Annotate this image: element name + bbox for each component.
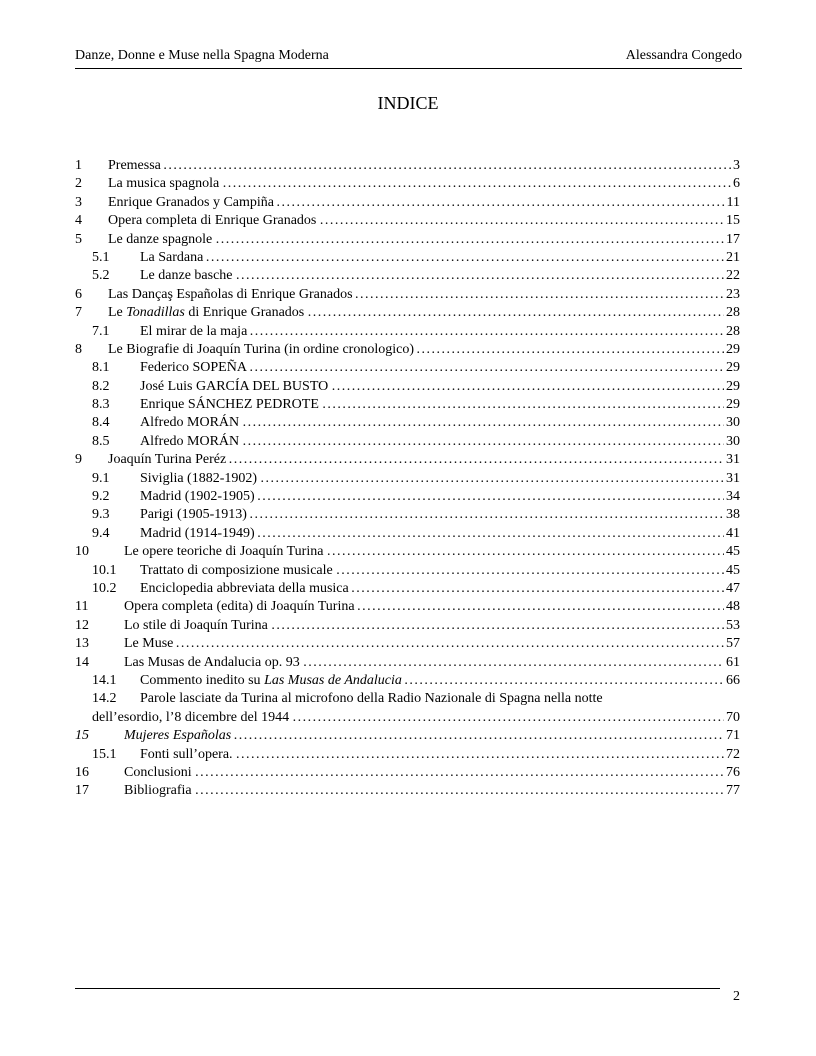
toc-entry-page: 45: [724, 562, 740, 580]
toc-entry-page: 17: [724, 231, 740, 249]
toc-entry-label-text: Las Dançaş Españolas di Enrique Granados: [108, 286, 353, 302]
toc-entry-page: 57: [724, 635, 740, 653]
toc-entry-number: 5: [75, 231, 82, 247]
toc-entry-number: 11: [75, 599, 89, 615]
footer-rule: [75, 988, 720, 989]
toc-entry-label-text: Alfredo MORÁN: [140, 433, 243, 449]
toc-entry-label-text: La musica spagnola: [108, 176, 223, 192]
toc-entry[interactable]: [75, 543, 740, 561]
toc-entry-label: [108, 175, 740, 193]
toc-entry-page: 47: [724, 580, 740, 598]
toc-entry-number: 9.2: [92, 489, 110, 505]
toc-entry-page: 61: [724, 654, 740, 672]
toc-entry-label-text: Le Biografie di Joaquín Turina (in ordine cronologico): [108, 341, 414, 357]
toc-entry-number: 8.1: [92, 360, 110, 376]
toc-entry[interactable]: [75, 286, 740, 304]
toc-entry-label-text: Le opere teoriche di Joaquín Turina: [124, 544, 327, 560]
toc-entry[interactable]: [75, 304, 740, 322]
toc-entry[interactable]: [75, 562, 740, 580]
toc-entry-label: [108, 304, 740, 322]
toc-entry-label-text: dell’esordio, l’8 dicembre del 1944: [92, 709, 293, 725]
toc-entry-label: [108, 157, 740, 175]
toc-entry-label-italic: Las Musas de Andalucia: [264, 672, 402, 688]
toc-entry[interactable]: [75, 470, 740, 488]
toc-entry-page: 29: [724, 341, 740, 359]
toc-entry[interactable]: [75, 323, 740, 341]
toc-entry-label: [124, 635, 740, 653]
toc-entry-label: [140, 488, 740, 506]
toc-entry-label: [124, 727, 740, 745]
toc-entry-label-text: Enrique SÁNCHEZ PEDROTE: [140, 397, 323, 413]
toc-entry[interactable]: [75, 506, 740, 524]
toc-entry[interactable]: [75, 746, 740, 764]
toc-entry-number: 15.1: [92, 746, 117, 762]
toc-entry-number: 9.1: [92, 470, 110, 486]
running-header: [75, 48, 742, 69]
toc-entry[interactable]: [75, 267, 740, 285]
toc-entry-page: 30: [724, 414, 740, 432]
toc-entry-number: 17: [75, 783, 89, 799]
toc-entry-number: 10.2: [92, 580, 117, 596]
toc-entry-number: 14.2: [92, 691, 117, 707]
toc-entry-label: [108, 451, 740, 469]
toc-entry-label: [140, 506, 740, 524]
toc-entry-label: [140, 323, 740, 341]
toc-entry-label: [108, 194, 740, 212]
toc-entry-number: 8: [75, 341, 82, 357]
toc-entry-label-text: Opera completa (edita) di Joaquín Turina: [124, 599, 355, 615]
toc-entry-label: [140, 267, 740, 285]
toc-entry-label: [140, 690, 740, 708]
toc-entry-label-text: [92, 709, 740, 727]
toc-entry-page: 48: [724, 598, 740, 616]
toc-entry-page: 70: [724, 709, 740, 727]
toc-entry-page: 29: [724, 359, 740, 377]
table-of-contents: [75, 157, 740, 801]
toc-entry-page: 28: [724, 323, 740, 341]
toc-entry-number: 15: [75, 728, 89, 744]
toc-entry-label: [108, 286, 740, 304]
toc-entry-label-text: di Enrique Granados: [184, 305, 308, 321]
toc-entry-page: 34: [724, 488, 740, 506]
toc-entry-continuation[interactable]: [75, 709, 740, 727]
toc-entry[interactable]: [75, 433, 740, 451]
toc-entry-page: 53: [724, 617, 740, 635]
toc-entry-label-text: Bibliografia: [124, 783, 196, 799]
toc-entry-label-text: Premessa: [108, 158, 161, 173]
toc-entry-number: 16: [75, 764, 89, 780]
toc-entry-label: [108, 341, 740, 359]
toc-entry[interactable]: [75, 341, 740, 359]
toc-entry[interactable]: [75, 690, 740, 708]
toc-entry[interactable]: [75, 654, 740, 672]
toc-entry-page: 71: [724, 727, 740, 745]
toc-entry[interactable]: [75, 782, 740, 800]
toc-entry-page: 41: [724, 525, 740, 543]
toc-entry-page: 72: [724, 746, 740, 764]
toc-entry-label: [140, 746, 740, 764]
toc-entry-label: [124, 654, 740, 672]
toc-entry-page: 45: [724, 543, 740, 561]
toc-entry-label: [140, 562, 740, 580]
toc-entry[interactable]: [75, 525, 740, 543]
toc-entry-number: 9: [75, 452, 82, 468]
toc-entry-label: [140, 470, 740, 488]
toc-entry-number: 9.4: [92, 525, 110, 541]
toc-entry[interactable]: [75, 727, 740, 745]
toc-entry-page: 23: [724, 286, 740, 304]
toc-entry[interactable]: [75, 764, 740, 782]
toc-entry-number: 1: [75, 158, 82, 173]
toc-entry-label-text: El mirar de la maja: [140, 323, 248, 339]
toc-entry-page: 29: [724, 378, 740, 396]
toc-entry-label: [108, 212, 740, 230]
toc-entry[interactable]: [75, 451, 740, 469]
toc-entry-label-text: Commento inedito su: [140, 672, 265, 688]
toc-entry-label: [124, 764, 740, 782]
header-title: Danze, Donne e Muse nella Spagna Moderna: [75, 48, 329, 63]
toc-entry[interactable]: [75, 378, 740, 396]
toc-entry-number: 3: [75, 194, 82, 210]
toc-entry-label: [140, 580, 740, 598]
toc-entry-label: [140, 414, 740, 432]
toc-entry-label-text: Trattato di composizione musicale: [140, 562, 337, 578]
toc-entry-label: [140, 396, 740, 414]
toc-entry-label-text: Le danze spagnole: [108, 231, 216, 247]
toc-entry-number: 4: [75, 213, 82, 229]
toc-entry-label-text: Federico SOPEÑA: [140, 360, 247, 376]
toc-entry[interactable]: [75, 212, 740, 230]
toc-entry-number: 2: [75, 176, 82, 192]
toc-entry-number: 8.5: [92, 433, 110, 449]
toc-entry-label: [108, 231, 740, 249]
toc-entry-label-text: Enciclopedia abbreviata della musica: [140, 580, 349, 596]
toc-entry-label-text: Fonti sull’opera.: [140, 746, 237, 762]
toc-entry-page: 11: [725, 194, 740, 212]
toc-entry[interactable]: [75, 249, 740, 267]
toc-entry-page: 3: [731, 157, 740, 175]
toc-entry-label-italic: Tonadillas: [126, 305, 185, 321]
toc-entry-label: [124, 617, 740, 635]
toc-entry-label-text: Parole lasciate da Turina al microfono della Radio Nazionale di Spagna nella notte: [140, 691, 603, 707]
page-number: 2: [733, 989, 740, 1004]
toc-entry[interactable]: [75, 396, 740, 414]
toc-entry-label: [124, 598, 740, 616]
toc-entry-number: 6: [75, 286, 82, 302]
toc-entry-number: 8.2: [92, 378, 110, 394]
toc-entry-label-italic: Mujeres Españolas: [124, 728, 232, 744]
toc-entry[interactable]: [75, 598, 740, 616]
toc-entry[interactable]: [75, 359, 740, 377]
toc-entry[interactable]: [75, 194, 740, 212]
toc-entry-label-text: Le: [108, 305, 127, 321]
toc-entry-label: [124, 782, 740, 800]
toc-entry-label: [140, 433, 740, 451]
toc-entry-page: 38: [724, 506, 740, 524]
toc-entry-page: 76: [724, 764, 740, 782]
toc-entry-label-text: Siviglia (1882-1902): [140, 470, 261, 486]
page-title: INDICE: [377, 93, 439, 113]
toc-entry-label-text: Le danze basche: [140, 268, 236, 284]
header-author: Alessandra Congedo: [625, 48, 742, 63]
toc-entry-label-text: Parigi (1905-1913): [140, 507, 247, 523]
toc-entry-label-text: Madrid (1902-1905): [140, 489, 255, 505]
toc-entry-page: 21: [724, 249, 740, 267]
toc-entry-label-text: Lo stile di Joaquín Turina: [124, 617, 272, 633]
toc-entry-label: [124, 543, 740, 561]
toc-entry-label-text: La Sardana: [140, 249, 204, 265]
toc-entry-label-text: Alfredo MORÁN: [140, 415, 243, 431]
toc-entry-label-text: Las Musas de Andalucia op. 93: [124, 654, 304, 670]
toc-entry-number: 13: [75, 636, 89, 652]
toc-entry-page: 28: [724, 304, 740, 322]
toc-entry-number: 5.1: [92, 249, 110, 265]
toc-entry-number: 5.2: [92, 268, 110, 284]
toc-entry[interactable]: [75, 175, 740, 193]
toc-entry[interactable]: [75, 672, 740, 690]
toc-entry-page: 6: [731, 175, 740, 193]
toc-entry-number: 9.3: [92, 507, 110, 523]
toc-entry-number: 10: [75, 544, 89, 560]
toc-entry-label: [140, 359, 740, 377]
toc-entry-number: 14.1: [92, 672, 117, 688]
toc-entry-label-text: Le Muse: [124, 636, 174, 652]
toc-entry-number: 14: [75, 654, 89, 670]
toc-entry-number: 7.1: [92, 323, 110, 339]
toc-entry[interactable]: [75, 488, 740, 506]
toc-entry-page: 29: [724, 396, 740, 414]
toc-entry-label-text: Joaquín Turina Peréz: [108, 452, 227, 468]
toc-entry[interactable]: [75, 635, 740, 653]
toc-entry-label-text: José Luis GARCÍA DEL BUSTO: [140, 378, 332, 394]
toc-entry-label-text: Opera completa di Enrique Granados: [108, 213, 320, 229]
toc-entry-number: 8.4: [92, 415, 110, 431]
toc-entry[interactable]: [75, 617, 740, 635]
toc-entry-label: [140, 249, 740, 267]
toc-entry-number: 10.1: [92, 562, 117, 578]
toc-entry-label-text: Conclusioni: [124, 764, 196, 780]
toc-entry[interactable]: [75, 580, 740, 598]
toc-entry[interactable]: [75, 414, 740, 432]
toc-entry[interactable]: [75, 157, 740, 175]
toc-entry-page: 22: [724, 267, 740, 285]
toc-entry-number: 7: [75, 305, 82, 321]
toc-entry-label: [140, 378, 740, 396]
toc-entry-page: 31: [724, 451, 740, 469]
toc-entry-page: 31: [724, 470, 740, 488]
toc-entry-label-text: Madrid (1914-1949): [140, 525, 255, 541]
toc-entry-page: 77: [724, 782, 740, 800]
toc-entry-label-text: Enrique Granados y Campiña: [108, 194, 275, 210]
toc-entry-number: 12: [75, 617, 89, 633]
toc-entry[interactable]: [75, 231, 740, 249]
toc-entry-page: 15: [724, 212, 740, 230]
toc-entry-label: [140, 672, 740, 690]
toc-entry-page: 30: [724, 433, 740, 451]
toc-entry-page: 66: [724, 672, 740, 690]
toc-entry-number: 8.3: [92, 397, 110, 413]
toc-entry-label: [140, 525, 740, 543]
